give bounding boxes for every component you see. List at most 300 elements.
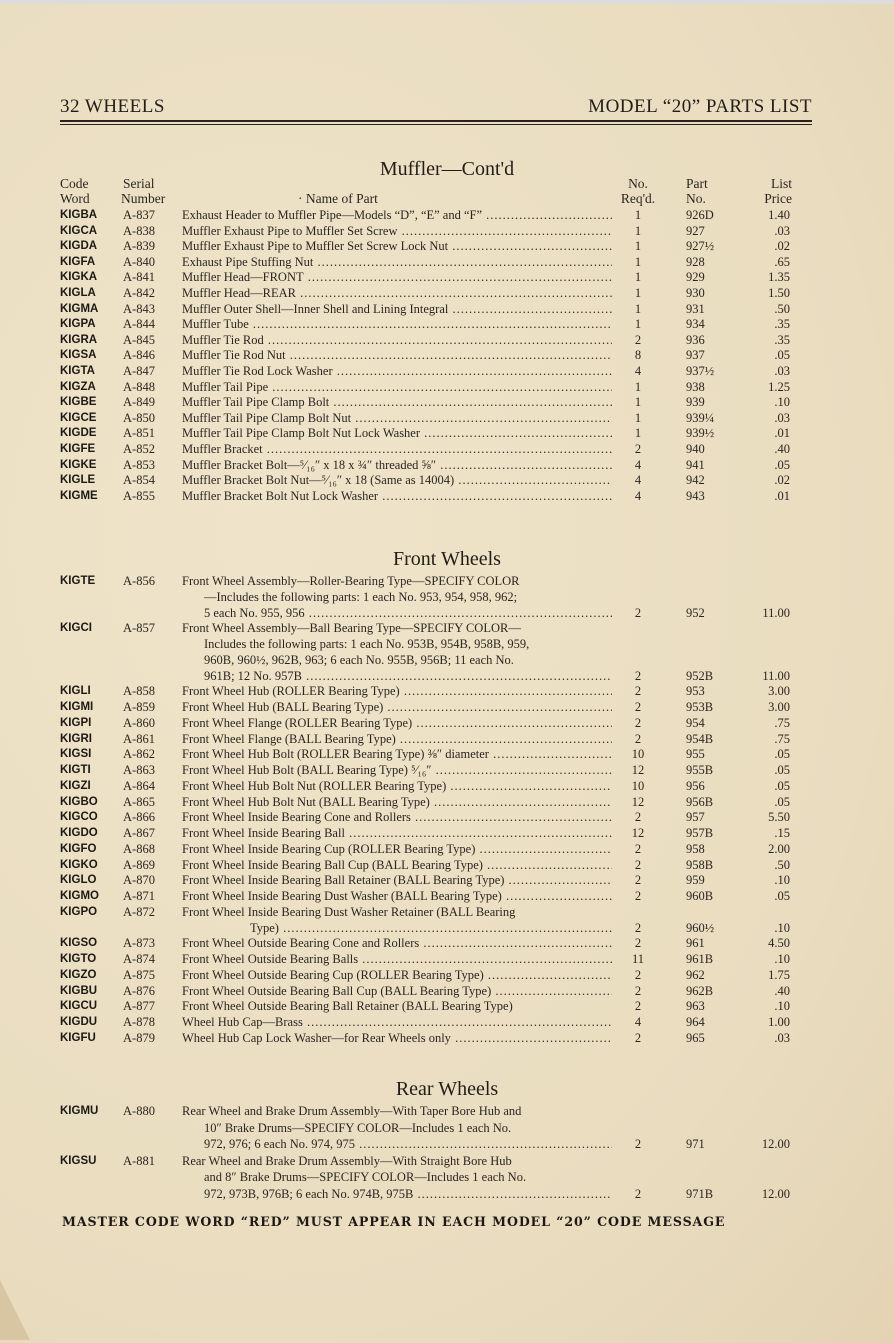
part-name — [204, 1170, 612, 1186]
table-row — [0, 489, 894, 505]
leader-dots — [378, 489, 612, 503]
table-row — [0, 968, 894, 984]
serial-number: A-869 — [123, 857, 155, 872]
section-title: Front Wheels — [393, 548, 501, 570]
quantity-required: 4 — [634, 364, 642, 378]
table-row — [0, 333, 894, 349]
section-title: Muffler—Cont'd — [379, 158, 515, 180]
part-number: 936 — [686, 332, 705, 347]
quantity-required: 2 — [634, 810, 642, 825]
part-name — [182, 348, 612, 364]
quantity-required: 11 — [631, 952, 645, 966]
list-price: 1.50 — [768, 286, 790, 300]
leader-dots — [396, 732, 612, 746]
part-name — [182, 810, 612, 826]
part-name-text: Front Wheel Hub Bolt Nut (ROLLER Bearing Type) — [182, 778, 447, 793]
table-row-continuation — [0, 1170, 894, 1186]
part-name-text: Muffler Outer Shell—Inner Shell and Lining Integral — [182, 301, 449, 316]
serial-number: A-851 — [123, 426, 155, 441]
column-header-name: · Name of Part — [298, 191, 378, 206]
part-number: 962 — [686, 967, 705, 982]
leader-dots — [448, 302, 612, 316]
code-word: KIGPI — [60, 716, 92, 729]
part-name-text: Muffler Exhaust Pipe to Muffler Set Screw Lock Nut — [182, 239, 449, 254]
part-name — [182, 795, 612, 811]
leader-dots — [355, 1137, 612, 1151]
code-word: KIGTI — [60, 764, 91, 776]
part-name — [182, 905, 612, 921]
code-word: KIGDA — [60, 240, 98, 253]
part-name-text: Muffler Bracket — [182, 442, 263, 456]
quantity-required: 2 — [634, 731, 642, 746]
part-name-text: Front Wheel Inside Bearing Ball Retainer (BALL Bearing Type) — [182, 873, 505, 888]
part-number: 942 — [686, 473, 705, 488]
serial-number: A-868 — [123, 841, 155, 856]
serial-number: A-877 — [123, 999, 155, 1014]
quantity-required: 1 — [634, 270, 642, 285]
table-row — [0, 364, 894, 380]
quantity-required: 10 — [631, 747, 645, 762]
list-price: 2.00 — [768, 841, 790, 856]
part-name-text: Front Wheel Outside Bearing Ball Cup (BALL Bearing Type) — [182, 983, 492, 998]
leader-dots — [502, 889, 612, 903]
quantity-required: 4 — [634, 457, 642, 472]
leader-dots — [302, 669, 612, 683]
table-row — [0, 795, 894, 811]
part-name-text: Front Wheel Hub Bolt Nut (BALL Bearing Type) — [182, 794, 430, 809]
list-price: .03 — [774, 364, 790, 378]
code-word: KIGCE — [60, 411, 97, 424]
table-row — [0, 348, 894, 364]
part-name-text: Muffler Bracket Bolt Nut Lock Washer — [182, 488, 379, 503]
quantity-required: 1 — [634, 254, 642, 269]
quantity-required: 1 — [634, 317, 642, 332]
code-word: KIGCI — [60, 622, 92, 635]
list-price: 1.40 — [768, 208, 790, 222]
part-number: 961B — [686, 952, 714, 966]
list-price: 12.00 — [761, 1186, 790, 1201]
part-name — [182, 442, 612, 458]
serial-number: A-855 — [123, 488, 155, 503]
code-word: KIGLA — [60, 287, 96, 299]
part-name — [250, 921, 612, 937]
quantity-required: 2 — [634, 936, 642, 951]
part-name-text: Front Wheel Outside Bearing Cup (ROLLER Bearing Type) — [182, 967, 484, 982]
code-word: KIGBU — [60, 984, 98, 997]
part-number: 955B — [686, 763, 714, 777]
part-name — [204, 1137, 612, 1153]
list-price: .50 — [774, 857, 790, 872]
list-price: .05 — [774, 348, 790, 363]
leader-dots — [482, 208, 612, 222]
column-header-qty-line2: Req'd. — [620, 191, 656, 206]
part-name — [182, 936, 612, 952]
table-row — [0, 716, 894, 732]
table-row — [0, 224, 894, 240]
list-price: .65 — [774, 254, 790, 269]
part-name-text: 961B; 12 No. 957B — [204, 668, 302, 683]
section-title: Rear Wheels — [395, 1078, 499, 1100]
part-number: 957B — [686, 826, 714, 840]
serial-number: A-861 — [123, 731, 155, 746]
table-row — [0, 473, 894, 489]
code-word: KIGMI — [60, 701, 94, 713]
code-word: KIGDE — [60, 427, 97, 440]
quantity-required: 2 — [634, 1137, 642, 1151]
column-header-price-line2: Price — [764, 191, 792, 206]
part-name-text: Rear Wheel and Brake Drum Assembly—With Taper Bore Hub and — [182, 1104, 522, 1118]
table-row-continuation — [0, 669, 894, 685]
code-word: KIGME — [60, 489, 98, 502]
part-number: 931 — [686, 301, 705, 316]
quantity-required: 1 — [634, 239, 642, 254]
part-name — [182, 395, 612, 411]
serial-number: A-860 — [123, 715, 155, 730]
part-name — [182, 255, 612, 271]
quantity-required: 2 — [634, 715, 642, 730]
leader-dots — [454, 473, 612, 487]
part-number: 961 — [686, 936, 705, 951]
table-row-continuation — [0, 637, 894, 653]
code-word: KIGKO — [60, 858, 98, 871]
leader-dots — [286, 348, 612, 362]
table-row — [0, 858, 894, 874]
part-name-text: Front Wheel Assembly—Roller-Bearing Type—SPECIFY COLOR — [182, 574, 520, 588]
leader-dots — [484, 968, 612, 982]
part-name-text: 10″ Brake Drums—SPECIFY COLOR—Includes 1 each No. — [204, 1120, 512, 1135]
part-number: 958 — [686, 841, 705, 856]
code-word: KIGSO — [60, 937, 98, 950]
code-word: KIGTO — [60, 953, 97, 965]
part-name-text: —Includes the following parts: 1 each No. 953, 954, 958, 962; — [204, 589, 518, 604]
leader-dots — [420, 426, 612, 440]
column-header-code-line2: Word — [60, 191, 90, 206]
header-rule-thin — [60, 124, 812, 125]
list-price: .05 — [774, 457, 790, 472]
leader-dots — [448, 239, 612, 253]
part-name — [182, 302, 612, 318]
part-number: 943 — [686, 488, 705, 503]
table-row — [0, 208, 894, 224]
part-name — [204, 669, 612, 685]
serial-number: A-864 — [123, 778, 155, 793]
serial-number: A-837 — [123, 208, 155, 222]
quantity-required: 1 — [634, 379, 642, 394]
quantity-required: 2 — [634, 684, 642, 699]
part-name-text: Muffler Tie Rod Nut — [182, 348, 286, 363]
leader-dots — [263, 442, 612, 456]
code-word: KIGCO — [60, 811, 98, 824]
serial-number: A-852 — [123, 442, 155, 456]
quantity-required: 2 — [634, 1030, 642, 1045]
serial-number: A-879 — [123, 1030, 155, 1045]
code-word: KIGZA — [60, 380, 96, 393]
part-name-text: Front Wheel Outside Bearing Ball Retainer (BALL Bearing Type) — [182, 999, 513, 1014]
serial-number: A-874 — [123, 952, 155, 966]
part-name-text: Front Wheel Inside Bearing Dust Washer Retainer (BALL Bearing — [182, 904, 516, 919]
part-name-text: Muffler Tail Pipe Clamp Bolt Nut Lock Washer — [182, 426, 421, 441]
quantity-required: 2 — [634, 668, 642, 683]
part-name — [182, 779, 612, 795]
part-name — [204, 637, 612, 653]
leader-dots — [333, 364, 612, 378]
part-number: 938 — [686, 379, 705, 394]
serial-number: A-872 — [123, 904, 155, 919]
part-name-text: Front Wheel Inside Bearing Ball — [182, 826, 345, 840]
part-number: 937½ — [686, 364, 715, 378]
leader-dots — [400, 684, 612, 698]
table-row — [0, 574, 894, 590]
part-name — [182, 716, 612, 732]
list-price: .01 — [774, 426, 790, 441]
part-number: 965 — [686, 1030, 705, 1045]
serial-number: A-881 — [123, 1153, 155, 1168]
quantity-required: 2 — [634, 873, 642, 888]
list-price: .05 — [774, 747, 790, 762]
part-name — [182, 684, 612, 700]
list-price: .05 — [774, 889, 790, 903]
part-name-text: Muffler Tie Rod Lock Washer — [182, 364, 333, 378]
part-number: 926D — [686, 208, 714, 222]
table-row — [0, 889, 894, 905]
list-price: .10 — [774, 873, 790, 888]
list-price: .40 — [774, 983, 790, 998]
quantity-required: 2 — [634, 1186, 642, 1201]
list-price: .02 — [774, 239, 790, 254]
serial-number: A-849 — [123, 395, 155, 410]
part-number: 927½ — [686, 239, 715, 254]
part-number: 953 — [686, 684, 705, 699]
page-header — [60, 96, 812, 118]
table-row — [0, 458, 894, 474]
part-number: 958B — [686, 857, 714, 872]
part-name-text: 5 each No. 955, 956 — [204, 605, 305, 620]
part-name — [182, 239, 612, 255]
leader-dots — [329, 395, 612, 409]
part-name-text: Muffler Head—REAR — [182, 286, 296, 300]
code-word: KIGRI — [60, 732, 92, 745]
leader-dots — [491, 984, 612, 998]
serial-number: A-876 — [123, 983, 155, 998]
part-number: 939¼ — [686, 410, 715, 425]
serial-number: A-853 — [123, 457, 155, 472]
table-row — [0, 1015, 894, 1031]
quantity-required: 1 — [634, 426, 642, 441]
part-number: 927 — [686, 223, 705, 238]
code-word: KIGKE — [60, 458, 97, 471]
part-number: 964 — [686, 1015, 705, 1029]
part-name-text: 972, 976; 6 each No. 974, 975 — [204, 1137, 356, 1151]
code-word: KIGFO — [60, 842, 97, 855]
serial-number: A-858 — [123, 684, 155, 699]
list-price: .03 — [774, 1030, 790, 1045]
code-word: KIGLO — [60, 874, 97, 887]
part-name — [182, 489, 612, 505]
part-number: 930 — [686, 286, 705, 300]
part-number: 960½ — [686, 920, 715, 935]
part-name-text: Front Wheel Hub (ROLLER Bearing Type) — [182, 684, 400, 699]
serial-number: A-850 — [123, 410, 155, 425]
part-name — [182, 1154, 612, 1170]
part-number: 971 — [686, 1137, 705, 1151]
part-name-text: Exhaust Pipe Stuffing Nut — [182, 254, 314, 269]
leader-dots — [412, 716, 612, 730]
serial-number: A-870 — [123, 873, 155, 888]
list-price: .03 — [774, 223, 790, 238]
table-row-continuation — [0, 1137, 894, 1153]
list-price: .01 — [774, 488, 790, 503]
code-word: KIGSI — [60, 748, 92, 761]
code-word: KIGPO — [60, 905, 98, 918]
serial-number: A-846 — [123, 348, 155, 363]
part-name-text: Front Wheel Inside Bearing Cup (ROLLER Bearing Type) — [182, 841, 476, 856]
list-price: 1.25 — [768, 379, 790, 394]
part-name — [204, 590, 612, 606]
column-header-price-line1: List — [770, 176, 792, 191]
serial-number: A-848 — [123, 379, 155, 394]
quantity-required: 2 — [634, 967, 642, 982]
part-name — [182, 270, 612, 286]
part-name-text: Muffler Tube — [182, 317, 249, 332]
list-price: 1.35 — [768, 270, 790, 285]
quantity-required: 2 — [634, 983, 642, 998]
page-header-right: MODEL “20” PARTS LIST — [588, 96, 812, 117]
part-name-text: Muffler Bracket Bolt—⁵⁄₁₆″ x 18 x ¾″ threaded ⅝″ — [182, 457, 437, 472]
part-number: 953B — [686, 700, 714, 714]
quantity-required: 2 — [634, 700, 642, 714]
leader-dots — [430, 795, 612, 809]
part-number: 939½ — [686, 426, 715, 441]
part-name-text: Front Wheel Outside Bearing Balls — [182, 952, 359, 966]
part-name — [182, 952, 612, 968]
table-row — [0, 984, 894, 1000]
quantity-required: 1 — [634, 223, 642, 238]
list-price: .03 — [774, 410, 790, 425]
table-row — [0, 842, 894, 858]
leader-dots — [279, 921, 612, 935]
part-name — [204, 606, 612, 622]
serial-number: A-865 — [123, 794, 155, 809]
serial-number: A-842 — [123, 286, 155, 300]
table-row — [0, 426, 894, 442]
table-row — [0, 411, 894, 427]
header-rule — [60, 120, 812, 122]
part-name — [182, 999, 612, 1015]
leader-dots — [345, 826, 612, 840]
quantity-required: 2 — [634, 442, 642, 456]
table-row-continuation — [0, 1121, 894, 1137]
part-name — [182, 826, 612, 842]
part-name-text: Muffler Exhaust Pipe to Muffler Set Screw — [182, 223, 398, 238]
serial-number: A-878 — [123, 1015, 155, 1029]
part-name-text: Front Wheel Hub Bolt (ROLLER Bearing Type) ⅜″ diameter — [182, 747, 489, 762]
list-price: 11.00 — [762, 605, 790, 620]
table-row — [0, 700, 894, 716]
part-name — [182, 473, 612, 489]
part-name-text: Includes the following parts: 1 each No. 953B, 954B, 958B, 959, — [204, 637, 530, 651]
quantity-required: 2 — [634, 857, 642, 872]
part-number: 934 — [686, 317, 705, 332]
part-name — [182, 700, 612, 716]
list-price: .15 — [774, 826, 790, 840]
quantity-required: 1 — [634, 395, 642, 410]
leader-dots — [351, 411, 612, 425]
part-name-text: and 8″ Brake Drums—SPECIFY COLOR—Includes 1 each No. — [204, 1170, 527, 1184]
serial-number: A-863 — [123, 763, 155, 777]
code-word: KIGFE — [60, 443, 96, 455]
part-name — [204, 1187, 612, 1203]
part-name-text: Front Wheel Flange (BALL Bearing Type) — [182, 731, 396, 746]
quantity-required: 2 — [634, 332, 642, 347]
list-price: .05 — [774, 763, 790, 777]
table-row — [0, 286, 894, 302]
table-row — [0, 936, 894, 952]
code-word: KIGPA — [60, 318, 96, 331]
part-name-text: Front Wheel Flange (ROLLER Bearing Type) — [182, 715, 413, 730]
part-number: 954B — [686, 731, 714, 746]
table-row — [0, 317, 894, 333]
leader-dots — [446, 779, 612, 793]
part-name — [182, 842, 612, 858]
part-name-text: Rear Wheel and Brake Drum Assembly—With Straight Bore Hub — [182, 1153, 512, 1168]
code-word: KIGZO — [60, 968, 97, 981]
part-name — [182, 858, 612, 874]
table-row — [0, 380, 894, 396]
part-number: 956 — [686, 778, 705, 793]
leader-dots — [483, 858, 612, 872]
table-row — [0, 779, 894, 795]
list-price: 12.00 — [761, 1137, 790, 1151]
part-name — [182, 1031, 612, 1047]
list-price: 1.00 — [768, 1015, 790, 1029]
table-row-continuation — [0, 590, 894, 606]
list-price: 5.50 — [768, 810, 790, 825]
code-word: KIGCA — [60, 224, 98, 237]
part-name — [182, 732, 612, 748]
table-row — [0, 747, 894, 763]
leader-dots — [411, 810, 612, 824]
table-row-continuation — [0, 921, 894, 937]
leader-dots — [303, 1015, 612, 1029]
list-price: .35 — [774, 332, 790, 347]
part-name — [204, 653, 612, 669]
column-header-serial-line1: Serial — [123, 176, 155, 191]
part-name-text: 972, 973B, 976B; 6 each No. 974B, 975B — [204, 1186, 414, 1201]
table-row — [0, 621, 894, 637]
quantity-required: 1 — [634, 301, 642, 316]
part-name-text: Front Wheel Outside Bearing Cone and Rollers — [182, 936, 420, 951]
list-price: .05 — [774, 778, 790, 793]
quantity-required: 4 — [634, 473, 642, 488]
part-name-text: Muffler Tail Pipe — [182, 379, 269, 394]
part-name — [182, 364, 612, 380]
leader-dots — [504, 873, 612, 887]
code-word: KIGZI — [60, 779, 91, 792]
list-price: .02 — [774, 473, 790, 488]
column-header-code-line1: Code — [60, 176, 89, 191]
code-word: KIGSA — [60, 349, 97, 362]
list-price: .10 — [774, 999, 790, 1014]
part-name-text: Muffler Tail Pipe Clamp Bolt Nut — [182, 410, 352, 425]
serial-number: A-843 — [123, 301, 155, 316]
leader-dots — [358, 952, 612, 966]
part-name — [182, 1015, 612, 1031]
table-row — [0, 873, 894, 889]
leader-dots — [436, 458, 612, 472]
part-name — [204, 1121, 612, 1137]
column-header-serial-line2: Number — [121, 191, 166, 206]
part-name — [182, 1104, 612, 1120]
